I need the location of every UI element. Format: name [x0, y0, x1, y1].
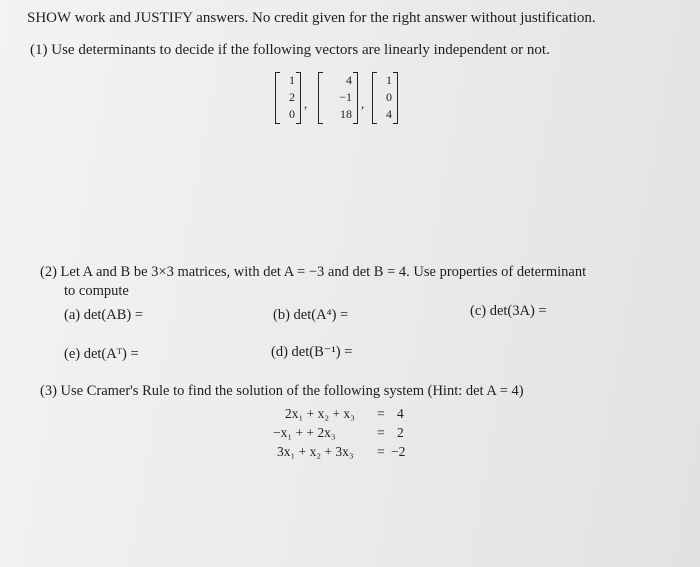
- vector-2-entry: 4: [346, 73, 352, 87]
- question-2c: (c) det(3A) =: [470, 303, 547, 319]
- equation-1-rhs: 4: [397, 406, 404, 421]
- vector-separator: ,: [304, 96, 308, 111]
- vector-separator: ,: [361, 96, 365, 111]
- equation-1-lhs: 2x₁ + x₂ + x₃: [285, 406, 355, 421]
- vector-1-entry: 0: [289, 107, 295, 121]
- vector-3-entry: 0: [386, 90, 392, 104]
- question-3-text: (3) Use Cramer's Rule to find the solution of the following system (Hint: det A = 4): [40, 383, 524, 399]
- vector-3: [372, 72, 398, 124]
- question-2d: (d) det(B⁻¹) =: [271, 344, 353, 360]
- equation-3-rhs: −2: [391, 444, 406, 459]
- vector-1-entry: 1: [289, 73, 295, 87]
- question-2e: (e) det(Aᵀ) =: [64, 346, 139, 362]
- question-2a: (a) det(AB) =: [64, 307, 144, 323]
- equals-sign: =: [377, 406, 385, 421]
- vector-1-entry: 2: [289, 90, 295, 104]
- equation-3-lhs: 3x₁ + x₂ + 3x₃: [277, 444, 354, 459]
- question-2-text-continued: to compute: [64, 283, 129, 299]
- instructions-header: SHOW work and JUSTIFY answers. No credit given for the right answer without justification.: [27, 10, 596, 26]
- equals-sign: =: [377, 444, 385, 459]
- question-1-text: (1) Use determinants to decide if the following vectors are linearly independent or not.: [30, 42, 550, 58]
- equals-sign: =: [377, 425, 385, 440]
- question-2-text: (2) Let A and B be 3×3 matrices, with det A = −3 and det B = 4. Use properties of determinant: [40, 264, 587, 280]
- vector-2-entry: 18: [340, 107, 352, 121]
- question-2b: (b) det(A⁴) =: [273, 307, 349, 323]
- equation-2-lhs: −x₁ + + 2x₃: [273, 425, 336, 440]
- vector-2-entry: −1: [339, 90, 352, 104]
- vector-1: [275, 72, 301, 124]
- equation-2-rhs: 2: [397, 425, 404, 440]
- vector-3-entry: 4: [386, 107, 392, 121]
- vector-2: [318, 72, 358, 124]
- vector-3-entry: 1: [386, 73, 392, 87]
